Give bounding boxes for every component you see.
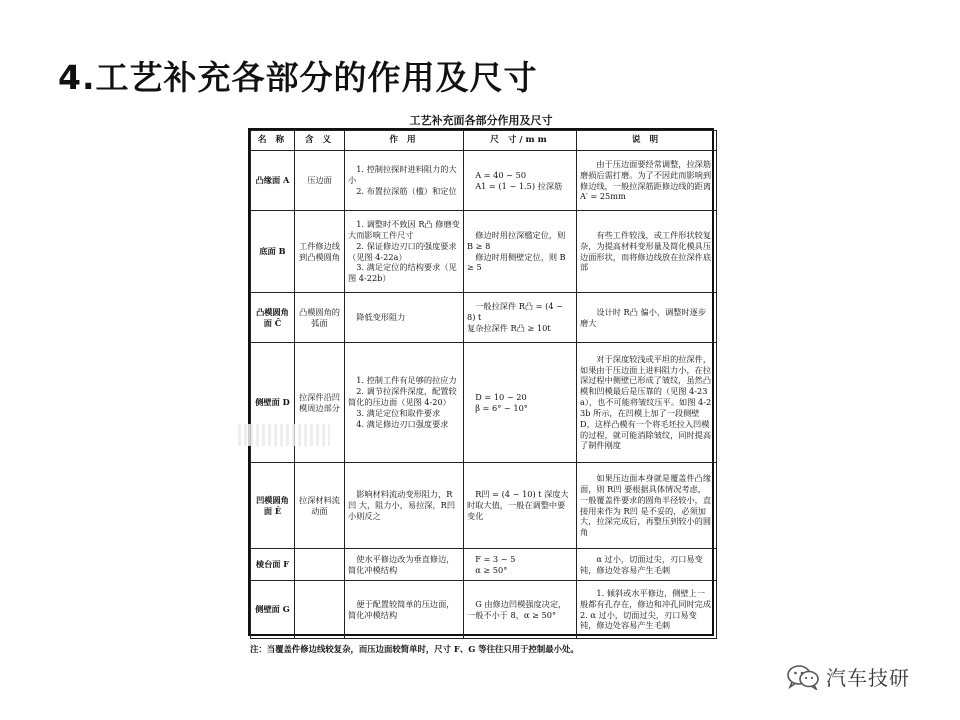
row-name: 凸缘面 A [251, 151, 295, 211]
function-line: 降低变形阻力 [356, 312, 406, 323]
row-dimension [464, 581, 577, 639]
row-dimension [464, 549, 577, 581]
header-meaning: 含 义 [295, 131, 345, 151]
header-note: 说 明 [577, 131, 717, 151]
dimension-line: α ≥ 50° [475, 564, 508, 575]
note-text: 有些工件较浅，或工件形状较复杂，为提高材料变形量及简化模具压边面形状，而将修边线放在拉深件底部 [580, 229, 712, 273]
function-line: 影响材料流动变形阻力，R凹 大，阻力小，易拉深，R凹 小则反之 [348, 489, 456, 521]
dimension-line: R凹 = (4 ~ 10) t 深度大时取大值，一般在调整中要变化 [467, 489, 569, 521]
header-name: 名 称 [251, 131, 295, 151]
dimension-line: D = 10 ~ 20 [475, 391, 527, 402]
row-function [345, 463, 464, 549]
table-row [251, 549, 717, 581]
row-note [577, 343, 717, 463]
note-text: α 过小，切面过尖，刃口易变钝，修边处容易产生毛刺 [580, 553, 703, 575]
note-text: 设计时 R凸 偏小，调整时逐步磨大 [580, 306, 707, 328]
dimension-line: A = 40 ~ 50 [475, 169, 527, 180]
table-footnote: 注：当覆盖件修边线较复杂，而压边面较简单时，尺寸 F、G 等往往只用于控制最小处。 [250, 644, 579, 654]
table-row [251, 581, 717, 639]
row-function [345, 293, 464, 343]
note-text: 对于深度较浅或平坦的拉深件，如果由于压边面上进料阻力小，在拉深过程中侧壁已形成了皱纹，虽然凸模和凹模最后是压靠的（见图 4-23a），也不可能将皱纹压平。如图 4-23b 所示，在凹模上加了一段侧壁 D，这样凸模有一个将毛坯拉入凹模的过程，就可能消除皱纹，同时提高了制件刚度 [580, 353, 712, 451]
function-line: 2. 布置拉深筋（槛）和定位 [356, 185, 457, 196]
function-line: 便于配置较简单的压边面，简化冲模结构 [348, 598, 455, 620]
table-row [251, 463, 717, 549]
function-line: 1. 控制工件有足够的拉应力 [356, 375, 457, 386]
row-name: 凹模圆角面 Ê [251, 463, 295, 549]
watermark-text: 汽车技研 [826, 666, 910, 690]
table-row [251, 151, 717, 211]
function-line: 2. 保证修边刃口的强度要求（见图 4-22a） [348, 240, 457, 262]
row-note [577, 581, 717, 639]
dimension-line: F = 3 ~ 5 [475, 553, 516, 564]
table-caption: 工艺补充面各部分作用及尺寸 [409, 114, 553, 127]
header-dimension: 尺 寸/mm [464, 131, 577, 151]
row-note [577, 211, 717, 293]
dimension-line: G 由修边凹模强度决定，一般不小于 8，α ≥ 50° [467, 598, 567, 620]
row-meaning: 凸模圆角的弧面 [295, 293, 345, 343]
function-line: 1. 控制拉探时进料阻力的大小 [348, 164, 457, 186]
watermark [786, 662, 910, 691]
row-meaning: 工件修边线到凸模圆角 [295, 211, 345, 293]
function-line: 3. 满足定位的结构要求（见图 4-22b） [348, 262, 457, 284]
dimension-line: 一般拉深件 R凸 = (4 ~ 8) t [467, 301, 564, 323]
row-meaning [295, 581, 345, 639]
row-name: 凸模圆角面 Ĉ [251, 293, 295, 343]
row-meaning [295, 549, 345, 581]
dimension-line: A1 = (1 ~ 1.5) 拉深筋 [475, 180, 563, 191]
row-function [345, 151, 464, 211]
row-meaning: 拉深材料流动面 [295, 463, 345, 549]
row-function [345, 581, 464, 639]
process-table [248, 128, 714, 636]
row-name: 侧壁面 G [251, 581, 295, 639]
dimension-line: 修边时用拉深槛定位，则 B ≥ 8 [467, 229, 566, 251]
row-dimension [464, 463, 577, 549]
note-text: 1. 倾斜或水平修边，侧壁上一般都有孔存在，修边和冲孔同时完成 2. α 过小，切面过尖，刃口易变钝，修边处容易产生毛刺 [580, 587, 712, 631]
row-dimension [464, 343, 577, 463]
scan-smudge [238, 424, 330, 446]
note-text: 如果压边面本身就是覆盖件凸缘面，则 R凹 要根据具体情况考虑，一般覆盖件要求的圆角半径较小，直接用来作为 R凹 是不妥的，必须加大，拉深完成后，再整压到较小的圆角 [580, 473, 712, 538]
process-table-grid [250, 130, 717, 639]
dimension-line: β = 6° ~ 10° [475, 402, 528, 413]
table-row [251, 211, 717, 293]
row-function [345, 549, 464, 581]
row-dimension [464, 211, 577, 293]
function-line: 2. 调节拉深件深度，配置较简化的压边面（见图 4-20） [348, 386, 457, 408]
row-function [345, 211, 464, 293]
row-meaning: 压边面 [295, 151, 345, 211]
row-name: 棱台面 F [251, 549, 295, 581]
dimension-line: 复杂拉深件 R凸 ≥ 10t [467, 322, 551, 333]
dimension-line: 修边时用侧壁定位，则 B ≥ 5 [467, 251, 566, 273]
row-name: 底面 B [251, 211, 295, 293]
table-header-row [251, 131, 717, 151]
row-dimension [464, 293, 577, 343]
row-function [345, 343, 464, 463]
function-line: 3. 满足定位和取件要求 [356, 407, 441, 418]
function-line: 使水平修边改为垂直修边，简化冲模结构 [348, 553, 455, 575]
wechat-icon [786, 664, 820, 690]
note-text: 由于压边面要经常调整，拉深筋磨损后需打磨。为了不因此而影响到修边线，一般拉深筋距修边线的距离 A′ = 25mm [580, 158, 712, 202]
row-note [577, 293, 717, 343]
row-meaning: 拉深件沿凹模周边部分 [295, 343, 345, 463]
row-note [577, 463, 717, 549]
row-note [577, 549, 717, 581]
row-note [577, 151, 717, 211]
header-function: 作 用 [345, 131, 464, 151]
table-row [251, 293, 717, 343]
function-line: 1. 调整时不致因 R凸 修磨变大而影响工件尺寸 [348, 219, 460, 240]
row-name: 侧壁面 D [251, 343, 295, 463]
row-dimension [464, 151, 577, 211]
slide-title: 4.工艺补充各部分的作用及尺寸 [58, 58, 538, 97]
function-line: 4. 满足修边刃口强度要求 [356, 418, 449, 429]
